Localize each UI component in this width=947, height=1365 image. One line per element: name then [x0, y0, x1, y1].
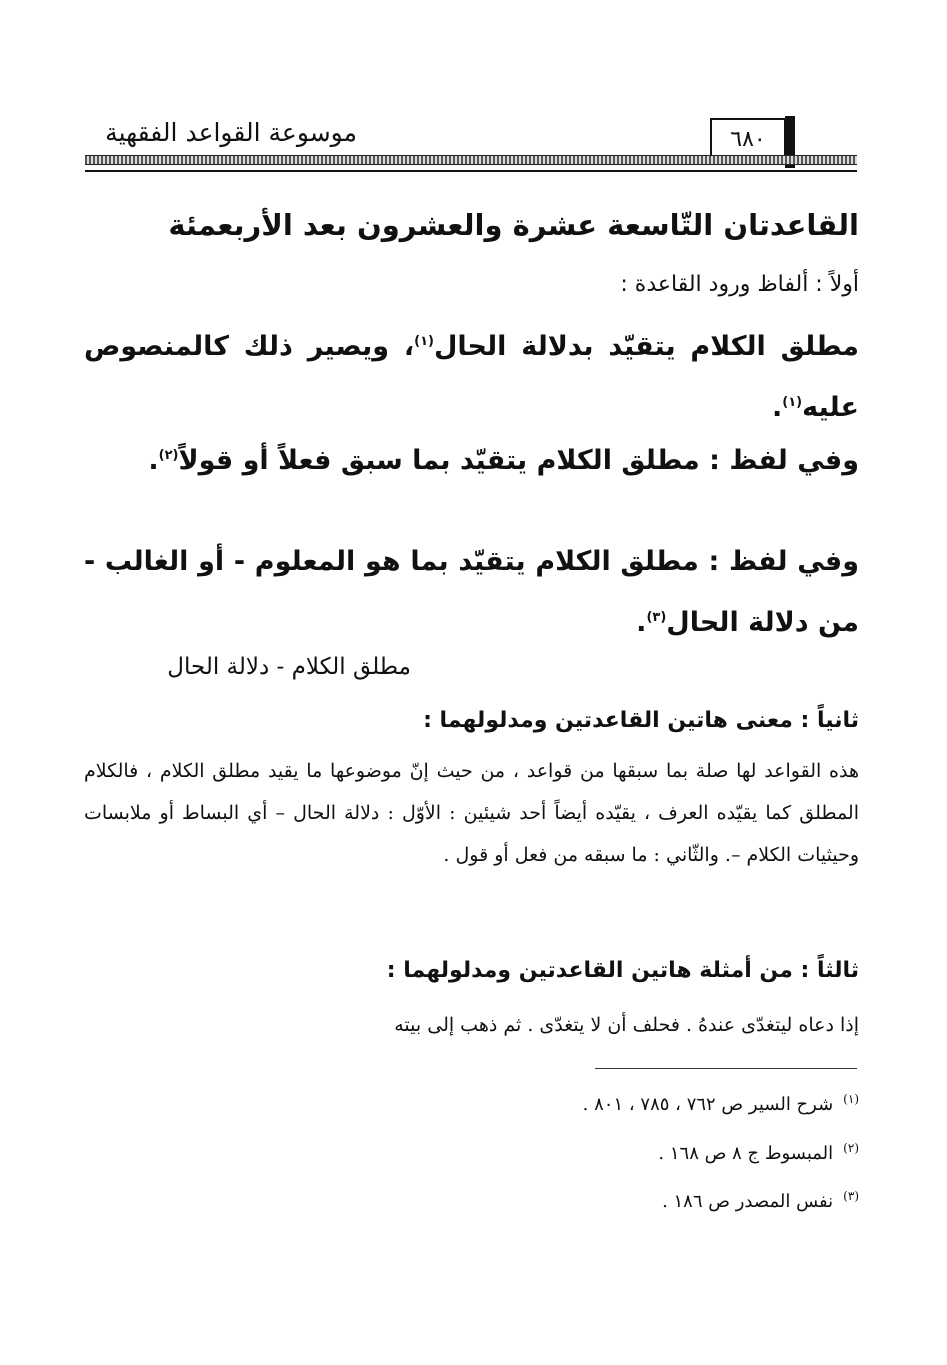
page-number: ٦٨٠ — [710, 118, 786, 162]
rule1-paragraph: مطلق الكلام يتقيّد بدلالة الحال$^{(١)}$، ويصير ذلك كالمنصوص عليه$^{(١)}$. — [84, 331, 859, 423]
rule3-lead: وفي لفظ : — [708, 546, 860, 577]
rule2-lead: وفي لفظ : — [709, 445, 859, 476]
chapter-heading: القاعدتان التّاسعة عشرة والعشرون بعد الأربعمئة — [168, 208, 859, 242]
section3-body: إذا دعاه ليتغدّى عندهُ . فحلف أن لا يتغدّى . ثم ذهب إلى بيته — [394, 1014, 859, 1036]
footnote-ref: (٢) — [158, 448, 179, 463]
rule3-text: مطلق الكلام يتقيّد بما هو المعلوم - أو الغالب - من دلالة الحال — [84, 546, 859, 638]
footnote-number: (٢) — [843, 1141, 859, 1155]
section2-body: هذه القواعد لها صلة بما سبقها من قواعد ، من حيث إنّ موضوعها ما يقيد مطلق الكلام ، فالكلام المطلق كما يقيّده العرف ، يقيّده أيضاً أحد شيئين : الأوّل : دلالة الحال – أي البساط أو ملابسات وحيثيات الكلام –. والثّاني : ما سبقه من فعل أو قول . — [84, 760, 859, 866]
page-header — [85, 108, 857, 176]
footnote-number: (٣) — [843, 1189, 859, 1203]
footnote-separator — [595, 1068, 857, 1069]
header-rule — [85, 170, 857, 172]
rule3-paragraph: وفي لفظ : مطلق الكلام يتقيّد بما هو المعلوم - أو الغالب - من دلالة الحال$^{(٣)}$. — [84, 546, 860, 638]
footnote-ref: (١) — [414, 334, 434, 349]
rule2-paragraph: وفي لفظ : مطلق الكلام يتقيّد بما سبق فعلاً أو قولاً$^{(٢)}$. — [148, 445, 859, 476]
book-title: موسوعة القواعد الفقهية — [105, 118, 357, 147]
footnote-number: (١) — [843, 1092, 859, 1106]
section2-title: ثانياً : معنى هاتين القاعدتين ومدلولهما : — [423, 708, 859, 733]
keywords-line: مطلق الكلام - دلالة الحال — [167, 654, 411, 680]
footnote-3 — [79, 1189, 859, 1212]
footnote-text: المبسوط ج ٨ ص ١٦٨ . — [658, 1143, 834, 1164]
footnote-1 — [79, 1092, 859, 1115]
section1-title: أولاً : ألفاظ ورود القاعدة : — [620, 272, 859, 297]
footnote-ref: (١) — [782, 395, 803, 410]
section3-title: ثالثاً : من أمثلة هاتين القاعدتين ومدلولهما : — [386, 958, 859, 983]
footnote-text: نفس المصدر ص ١٨٦ . — [662, 1191, 834, 1212]
footnote-ref: (٣) — [646, 610, 667, 625]
header-hatched-rule — [85, 155, 857, 165]
footnote-2 — [79, 1141, 859, 1164]
rule2-text: مطلق الكلام يتقيّد بما سبق فعلاً أو قولاً — [178, 445, 700, 476]
rule1-text: مطلق الكلام يتقيّد بدلالة الحال — [433, 331, 859, 362]
footnote-text: شرح السير ص ٧٦٢ ، ٧٨٥ ، ٨٠١ . — [582, 1094, 834, 1115]
rule1-tail: ، ويصير ذلك كالمنصوص عليه — [84, 331, 859, 423]
